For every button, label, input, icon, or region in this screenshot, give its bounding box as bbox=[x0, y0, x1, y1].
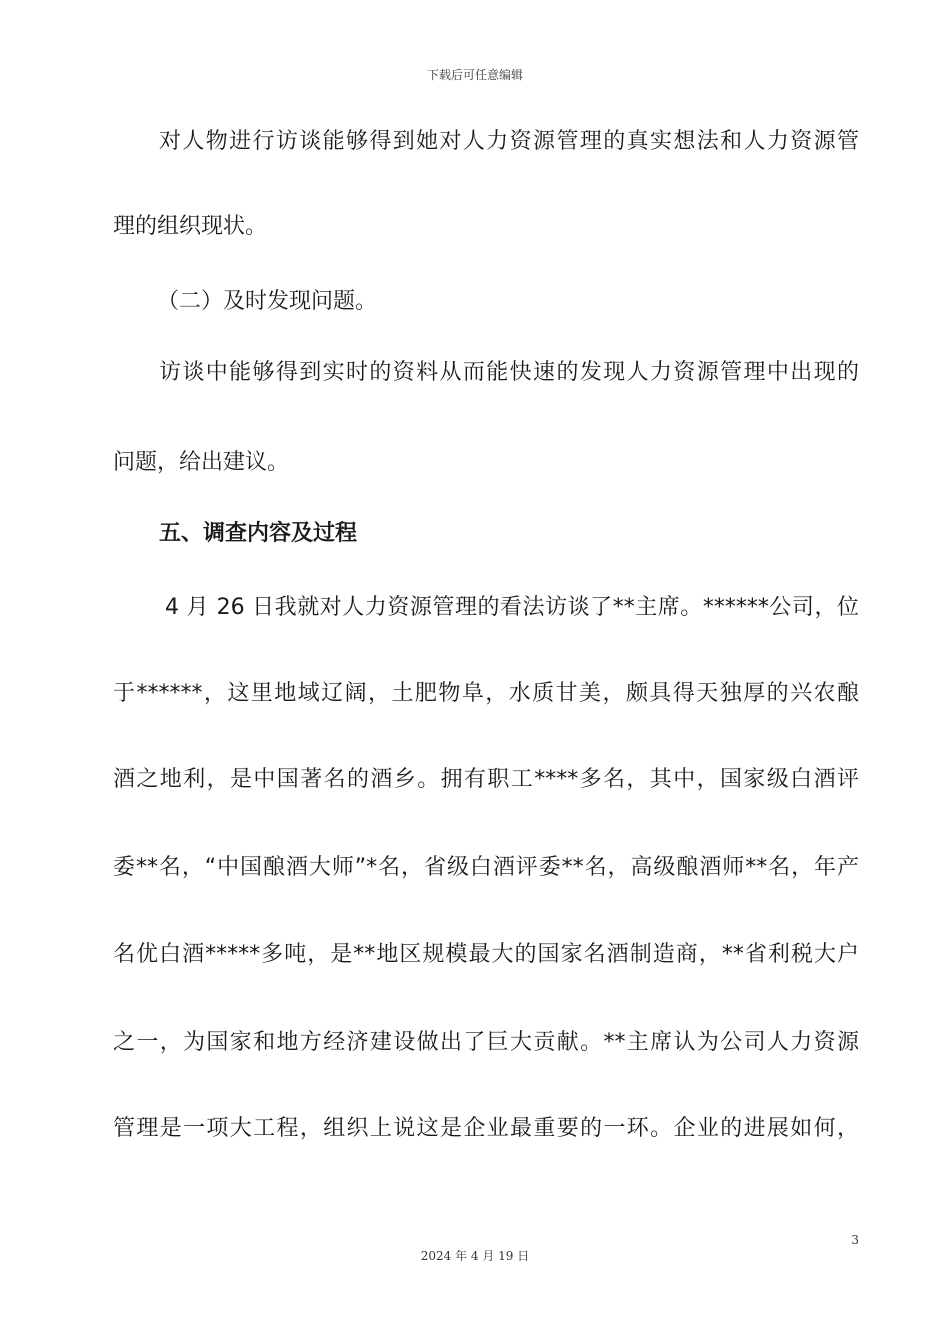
section-heading: 五、调查内容及过程 bbox=[159, 521, 358, 546]
page-number: 3 bbox=[851, 1233, 859, 1247]
paragraph-line: 管理是一项大工程，组织上说这是企业最重要的一环。企业的进展如何， bbox=[113, 1116, 859, 1141]
paragraph-line: 对人物进行访谈能够得到她对人力资源管理的真实想法和人力资源管 bbox=[159, 129, 859, 154]
paragraph-line: 理的组织现状。 bbox=[113, 214, 268, 239]
paragraph-line: 于******，这里地域辽阔，土肥物阜，水质甘美，颇具得天独厚的兴农酿 bbox=[113, 681, 859, 706]
paragraph-line: 名优白酒*****多吨，是**地区规模最大的国家名酒制造商，**省利税大户 bbox=[113, 942, 859, 967]
paragraph-line: 4 月 26 日我就对人力资源管理的看法访谈了**主席。******公司，位 bbox=[165, 595, 859, 620]
footer-date: 2024 年 4 月 19 日 bbox=[420, 1249, 530, 1263]
paragraph-line: 委**名，“中国酿酒大师”*名，省级白酒评委**名，高级酿酒师**名，年产 bbox=[113, 855, 859, 880]
subheading-line: （二）及时发现问题。 bbox=[157, 289, 378, 314]
page-header: 下载后可任意编辑 bbox=[426, 68, 523, 82]
paragraph-line: 之一，为国家和地方经济建设做出了巨大贡献。**主席认为公司人力资源 bbox=[113, 1030, 859, 1055]
paragraph-line: 酒之地利，是中国著名的酒乡。拥有职工****多名，其中，国家级白酒评 bbox=[113, 767, 859, 792]
paragraph-line: 问题，给出建议。 bbox=[113, 450, 290, 475]
paragraph-line: 访谈中能够得到实时的资料从而能快速的发现人力资源管理中出现的 bbox=[159, 360, 859, 385]
